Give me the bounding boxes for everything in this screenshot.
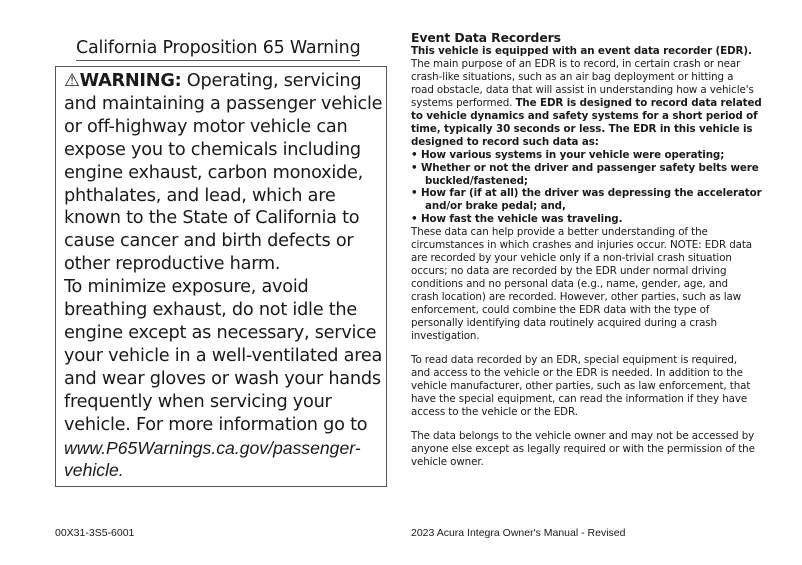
- edr-bullet: • How various systems in your vehicle were operating;: [411, 148, 725, 161]
- edr-p3-line: vehicle manufacturer, other parties, such as law enforcement, that: [411, 379, 751, 392]
- edr-bullet-cont: and/or brake pedal; and,: [425, 200, 566, 213]
- prop65-warning-text: [64, 70, 386, 482]
- edr-p2-line: personally identifying data routinely acquired during a crash: [411, 317, 717, 330]
- edr-p2-line: enforcement, could combine the EDR data with the type of: [411, 304, 710, 317]
- warning-line: other reproductive harm.: [64, 254, 281, 275]
- prop65-title: California Proposition 65 Warning: [76, 37, 360, 61]
- edr-p1-line: The main purpose of an EDR is to record, in certain crash or near: [411, 57, 741, 70]
- p65-url-link-end[interactable]: vehicle.: [64, 460, 124, 481]
- edr-p1-line: road obstacle, data that will assist in understanding how a vehicle's: [411, 83, 754, 96]
- edr-bullet: • How fast the vehicle was traveling.: [411, 213, 623, 226]
- edr-title: Event Data Recorders: [411, 30, 561, 45]
- edr-bullet: • How far (if at all) the driver was depressing the accelerator: [411, 187, 762, 200]
- edr-p2-line: conditions and no personal data (e.g., name, gender, age, and: [411, 278, 728, 291]
- edr-intro: This vehicle is equipped with an event data recorder (EDR).: [411, 45, 752, 57]
- edr-p1-line: crash-like situations, such as an air bag deployment or hitting a: [411, 70, 734, 83]
- edr-p2-line: circumstances in which crashes and injuries occur. NOTE: EDR data: [411, 239, 752, 252]
- edr-p4-line: anyone else except as legally required or with the permission of the: [411, 442, 755, 455]
- edr-p1-bold-line: designed to record such data as:: [411, 135, 599, 148]
- edr-p2-line: investigation.: [411, 329, 480, 342]
- warning-line: vehicle. For more information go to: [64, 414, 368, 435]
- warning-line: frequently when servicing your: [64, 391, 332, 412]
- edr-p1-mixed-line: [411, 96, 762, 110]
- prop65-warning-box: [55, 66, 387, 487]
- edr-p2-line: These data can help provide a better understanding of the: [411, 226, 708, 239]
- edr-p1-bold-line: to vehicle dynamics and safety systems for a short period of: [411, 109, 758, 122]
- edr-p3-line: To read data recorded by an EDR, special equipment is required,: [411, 353, 738, 366]
- warning-line: known to the State of California to: [64, 208, 360, 229]
- warning-line-rest: Operating, servicing: [181, 71, 362, 91]
- edr-p1-bold: The EDR is designed to record data related: [515, 96, 762, 109]
- warning-line: engine exhaust, carbon monoxide,: [64, 162, 364, 183]
- edr-p4-line: vehicle owner.: [411, 455, 484, 468]
- footer-manual-title: 2023 Acura Integra Owner's Manual - Revised: [411, 527, 626, 539]
- edr-p3-line: access to the vehicle or the EDR.: [411, 405, 578, 418]
- footer-code: 00X31-3S5-6001: [55, 527, 135, 539]
- edr-p1-regular: systems performed.: [411, 96, 516, 109]
- edr-bullet-cont: buckled/fastened;: [425, 174, 528, 187]
- warning-line: expose you to chemicals including: [64, 139, 361, 160]
- edr-p2-line: crash location) are recorded. However, other parties, such as law: [411, 291, 742, 304]
- warning-label: WARNING:: [79, 71, 182, 91]
- edr-p3-line: and access to the vehicle or the EDR is needed. In addition to the: [411, 366, 743, 379]
- edr-p4-line: The data belongs to the vehicle owner and may not be accessed by: [411, 429, 755, 442]
- p65-url-link[interactable]: www.P65Warnings.ca.gov/passenger-: [64, 437, 361, 458]
- warning-line: To minimize exposure, avoid: [64, 277, 309, 298]
- edr-p3-line: have the special equipment, can read the information if they have: [411, 392, 748, 405]
- edr-section: [411, 30, 762, 469]
- warning-line: breathing exhaust, do not idle the: [64, 300, 357, 321]
- warning-line: or off-highway motor vehicle can: [64, 116, 348, 137]
- warning-line: engine except as necessary, service: [64, 322, 377, 343]
- warning-line: cause cancer and birth defects or: [64, 231, 354, 252]
- warning-line: and wear gloves or wash your hands: [64, 368, 381, 389]
- warning-triangle-icon: ⚠: [64, 71, 80, 91]
- edr-p1-bold-line: time, typically 30 seconds or less. The EDR in this vehicle is: [411, 122, 753, 135]
- warning-line: and maintaining a passenger vehicle: [64, 93, 383, 114]
- edr-p2-line: are recorded by your vehicle only if a non-trivial crash situation: [411, 252, 732, 265]
- warning-line: phthalates, and lead, which are: [64, 185, 336, 206]
- edr-p2-line: occurs; no data are recorded by the EDR under normal driving: [411, 265, 727, 278]
- warning-first-line: [64, 70, 386, 93]
- warning-line: your vehicle in a well-ventilated area: [64, 345, 383, 366]
- edr-bullet: • Whether or not the driver and passenger safety belts were: [411, 161, 759, 174]
